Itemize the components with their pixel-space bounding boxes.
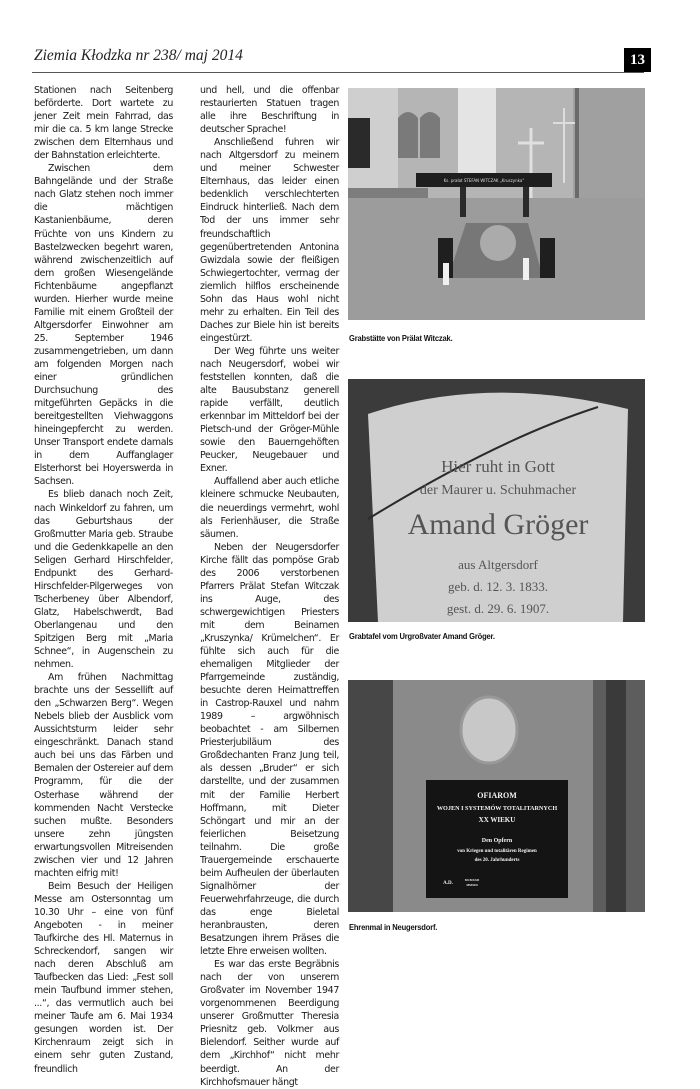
paragraph: Es war das erste Begräbnis nach der von unserem Großvater im November 1947 vorgenommenen Beerdigung unserer Großmutter Theresia Priesnitz geb. Volkmer aus Bielendorf. Seither wurde auf dem „Kirchhof“ nicht mehr beerdigt. An der Kirchhofsmauer hängt [200,959,339,1088]
paragraph: und hell, und die offenbar restaurierten Statuen tragen alle ihre Beschriftung in deutscher Sprache! [200,85,339,136]
paragraph: Zwischen dem Bahngelände und der Straße nach Glatz stehen noch immer die mächtigen Kastanienbäume, deren Früchte von uns Kindern zu Bastelzwecken begehrt waren, während zwischenzeitlich auf dem großen Wiesengelände Fichtenbäume angepflanzt wurden. Hierher wurde meine Familie mit einem Großteil der Altgersdorfer Einwohner am 25. September 1946 zusammengetrieben, um dann am folgenden Morgen nach einer gründlichen Durchsuchung des mitgeführten Gepäcks in die bereitgestellten Viehwaggons hineingepfercht zu werden. Unser Transport endete damals in dem Auffanglager Elsterhorst bei Hoyerswerda in Sachsen. [34,163,173,488]
plaque-text: Ks. prałat STEFAN WITCZAK „Kruszynka“ [443,178,525,183]
photo-caption: Ehrenmal in Neugersdorf. [349,922,438,932]
plaque-date-top: MCMXXII [464,878,480,882]
plaque-date-prefix: A.D. [443,881,453,886]
publication-title: Ziemia Kłodzka nr 238/ maj 2014 [34,47,243,64]
plaque-line: WOJEN I SYSTEMÓW TOTALITARNYCH [436,805,558,812]
text-column-2 [200,84,339,1089]
inscription-line: geb. d. 12. 3. 1833. [447,579,549,594]
photo-gravestone-groger [348,379,645,622]
photo-caption: Grabtafel vom Urgroßvater Amand Gröger. [349,631,495,641]
paragraph: Am frühen Nachmittag brachte uns der Sessellift auf den „Schwarzen Berg“. Wegen Nebels blieb der Ausblick vom Aussichtsturm leider sehr eingeschränkt. Danach stand auch bei uns das Färben und Bemalen der Ostereier auf dem Programm, für die der Osterhase während der kommenden Nacht Verstecke suchen mußte. Besonders unsere zehn jüngsten erwartungsvollen Mitreisenden zwischen vier und 12 Jahren machten eifrig mit! [34,672,173,879]
page-number: 13 [624,48,651,72]
inscription-line: aus Altgersdorf [458,557,538,572]
inscription-line: gest. d. 29. 6. 1907. [446,601,550,616]
text-column-1 [34,84,173,1076]
paragraph: Beim Besuch der Heiligen Messe am Ostersonntag um 10.30 Uhr – eine von fünf Angeboten - in meiner Taufkirche des Hl. Maternus in Schreckendorf, sangen wir nach deren Abschluß am Taufbecken das Lied: „Fest soll mein Taufbund immer stehen, ...“, das vermutlich auch bei meiner Taufe am 6. Mai 1934 gesungen worden ist. Der Kirchenraum zeigt sich in einem sehr guten Zustand, freundlich [34,880,173,1075]
photo-caption: Grabstätte von Prälat Witczak. [349,333,453,343]
inscription-line: Amand Gröger [407,508,589,541]
plaque-date-bottom: MMXIII [466,883,478,887]
plaque-line: XX WIEKU [478,816,516,824]
paragraph: Neben der Neugersdorfer Kirche fällt das pompöse Grab des 2006 verstorbenen Pfarrers Prälat Stefan Witczak ins Auge, des schwergewichtigen Priesters mit dem Beinamen „Kruszynka/ Krümelchen“. Er fühlte sich auch für die ehemaligen Mitglieder der Pfarrgemeinde zuständig, besuchte deren Heimattreffen in Castrop-Rauxel und nahm 1989 – argwöhnisch beobachtet - am Silbernen Priesterjubiläum des Großdechanten Franz Jung teil, als dessen „Bruder“ er sich darstellte, und der zusammen mit der Familie Herbert Hoffmann, mit Dieter Schöngart und mir an der feierlichen Beisetzung teilnahm. Die große Trauergemeinde erschauerte beim Aufheulen der überlauten Signalhörner der Feuerwehrfahrzeuge, die durch das enge Bieletal heranbrausten, deren Besatzungen ihrem Präses die letzte Ehre erweisen wollten. [200,541,339,958]
plaque-line: Den Opfern [481,838,513,844]
plaque-line: OFIAROM [477,791,517,800]
plaque-line: des 20. Jahrhunderts [474,858,520,863]
paragraph: Der Weg führte uns weiter nach Neugersdorf, wobei wir feststellen konnten, daß die alte Bausubstanz generell rapide verfällt, deutlich erkennbar im Mitteldorf bei der Pietsch-und der Gröger-Mühle sowie den Bauerngehöften Peucker, Neugebauer und Exner. [200,345,339,475]
inscription-line: Hier ruht in Gott [441,457,555,476]
paragraph: Stationen nach Seitenberg beförderte. Dort wartete zu jener Zeit mein Fahrrad, das mir die ca. 5 km lange Strecke zwischen dem Elternhaus und der Bahnstation erleichterte. [34,85,173,162]
plaque-line: von Kriegen und totalitären Regimen [457,849,537,854]
paragraph: Anschließend fuhren wir nach Altgersdorf zu meinem und meiner Schwester Elternhaus, das leider einen bedenklich verschlechterten Eindruck hinterließ. Nach dem Tod der uns immer sehr freundschaftlich gegenübertretenden Antonina Gwizdala sowie der fleißigen Schwiegertochter, vermag der ziemlich hilflos erscheinende Sohn das Haus wohl nicht mehr zu erhalten. Ein Teil des Daches zur Biele hin ist bereits eingestürzt. [200,137,339,344]
paragraph: Es blieb danach noch Zeit, nach Winkeldorf zu fahren, um das Geburtshaus der Großmutter Maria geb. Straube und die Gedenkkapelle an den Seligen Gerhard Hirschfelder, Endpunkt des Gerhard-Hirschfelder-Pilgerweges von Tscherbeney über Albendorf, Glatz, Habelschwerdt, Bad Oberlangenau und den Spitzigen Berg mit „Maria Schnee“, in Augenschein zu nehmen. [34,489,173,671]
photo-grave-witczak [348,88,645,320]
inscription-line: der Maurer u. Schuhmacher [419,483,577,498]
paragraph: Auffallend aber auch etliche kleinere schmucke Neubauten, die neuerdings vermehrt, wohl als Ferienhäuser, die Straße säumen. [200,476,339,540]
photo-memorial-neugersdorf [348,680,645,912]
header-rule [32,72,644,73]
